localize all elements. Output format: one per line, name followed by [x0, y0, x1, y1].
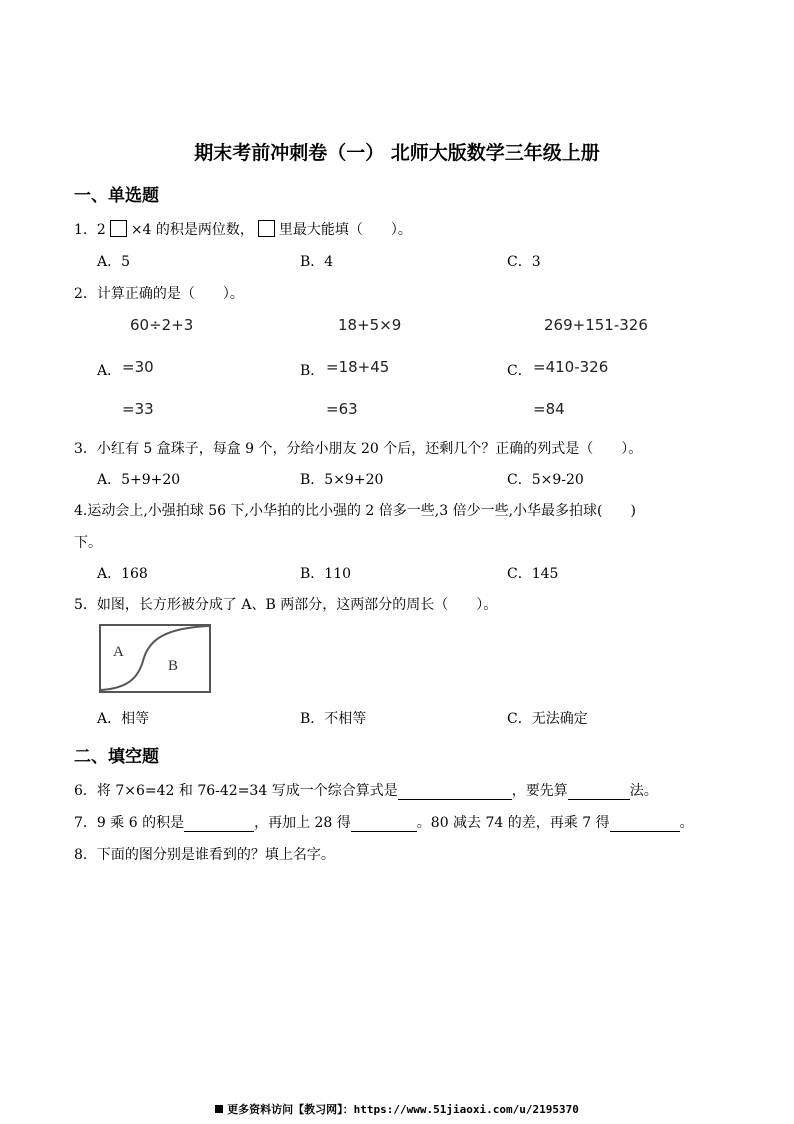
question-5: 5．如图，长方形被分成了 A、B 两部分，这两部分的周长（ ）。 — [74, 597, 498, 613]
question-7 — [74, 812, 694, 832]
question-2-option-a-label[interactable]: A． — [97, 363, 122, 379]
question-2-option-b-label[interactable]: B． — [300, 363, 325, 379]
question-2-option-c-step1: =410-326 — [533, 358, 609, 376]
question-3-option-b[interactable]: B．5×9+20 — [300, 472, 384, 488]
question-6-text-mid: ，要先算 — [511, 783, 568, 799]
question-3-option-c[interactable]: C．5×9-20 — [507, 472, 584, 488]
rectangle-figure — [98, 623, 213, 695]
question-7-text-mid1: ，再加上 28 得 — [254, 815, 351, 831]
question-3-option-a[interactable]: A．5+9+20 — [97, 472, 181, 488]
question-8: 8．下面的图分别是谁看到的？填上名字。 — [74, 847, 335, 863]
question-1-option-b[interactable]: B．4 — [300, 254, 334, 270]
question-2-option-b-step1: =18+45 — [326, 358, 390, 376]
question-7-text-mid2: 。80 减去 74 的差，再乘 7 得 — [416, 815, 610, 831]
question-3: 3．小红有 5 盒珠子，每盒 9 个，分给小朋友 20 个后，还剩几个？正确的列式是（ ）。 — [74, 441, 643, 457]
question-2-expression-a: 60÷2+3 — [130, 316, 194, 334]
flag-icon — [215, 1105, 223, 1113]
answer-blank[interactable] — [610, 815, 680, 832]
question-1-option-a[interactable]: A．5 — [97, 254, 131, 270]
section-heading-single-choice: 一、单选题 — [74, 186, 159, 206]
question-5-option-a[interactable]: A．相等 — [97, 711, 150, 727]
question-1-text-post: 里最大能填（ ）。 — [278, 222, 412, 238]
footer — [0, 1101, 794, 1117]
question-4-line-1: 4.运动会上,小强拍球 56 下,小华拍的比小强的 2 倍多一些,3 倍少一些,小华最多拍球( ) — [74, 503, 636, 519]
question-2: 2．计算正确的是（ ）。 — [74, 286, 244, 302]
question-1-text-pre: 1．2 — [74, 222, 106, 238]
question-2-option-b-step2: =63 — [326, 400, 358, 418]
question-2-option-a-step1: =30 — [122, 358, 154, 376]
question-7-text-post: 。 — [679, 815, 694, 831]
question-4-option-a[interactable]: A．168 — [97, 566, 148, 582]
question-6-text-post: 法。 — [629, 783, 658, 799]
region-b-label: B — [168, 658, 179, 674]
question-6 — [74, 780, 658, 800]
question-4-line-2: 下。 — [74, 535, 102, 551]
question-2-option-c-step2: =84 — [533, 400, 565, 418]
answer-box-icon — [110, 220, 127, 237]
question-6-text-pre: 6．将 7×6=42 和 76-42=34 写成一个综合算式是 — [74, 783, 398, 799]
question-5-option-c[interactable]: C．无法确定 — [507, 711, 588, 727]
question-4-option-b[interactable]: B．110 — [300, 566, 352, 582]
region-a-label: A — [113, 644, 124, 660]
question-4-option-c[interactable]: C．145 — [507, 566, 559, 582]
question-2-expression-b: 18+5×9 — [338, 316, 402, 334]
question-7-text-pre: 7．9 乘 6 的积是 — [74, 815, 185, 831]
answer-blank[interactable] — [351, 815, 417, 832]
page-title: 期末考前冲刺卷（一） 北师大版数学三年级上册 — [194, 142, 600, 164]
question-1 — [74, 219, 412, 239]
question-2-expression-c: 269+151-326 — [544, 316, 648, 334]
section-heading-fill-blank: 二、填空题 — [74, 747, 159, 767]
answer-blank[interactable] — [184, 815, 254, 832]
footer-link[interactable]: 更多资料访问【教习网】：https://www.51jiaoxi.com/u/2195370 — [227, 1103, 579, 1116]
question-5-option-b[interactable]: B．不相等 — [300, 711, 367, 727]
question-2-option-a-step2: =33 — [122, 400, 154, 418]
answer-box-icon — [258, 220, 275, 237]
question-1-text-mid: ×4 的积是两位数， — [130, 222, 254, 238]
answer-blank[interactable] — [568, 783, 630, 800]
question-2-option-c-label[interactable]: C． — [507, 363, 532, 379]
question-1-option-c[interactable]: C．3 — [507, 254, 541, 270]
answer-blank[interactable] — [398, 783, 512, 800]
